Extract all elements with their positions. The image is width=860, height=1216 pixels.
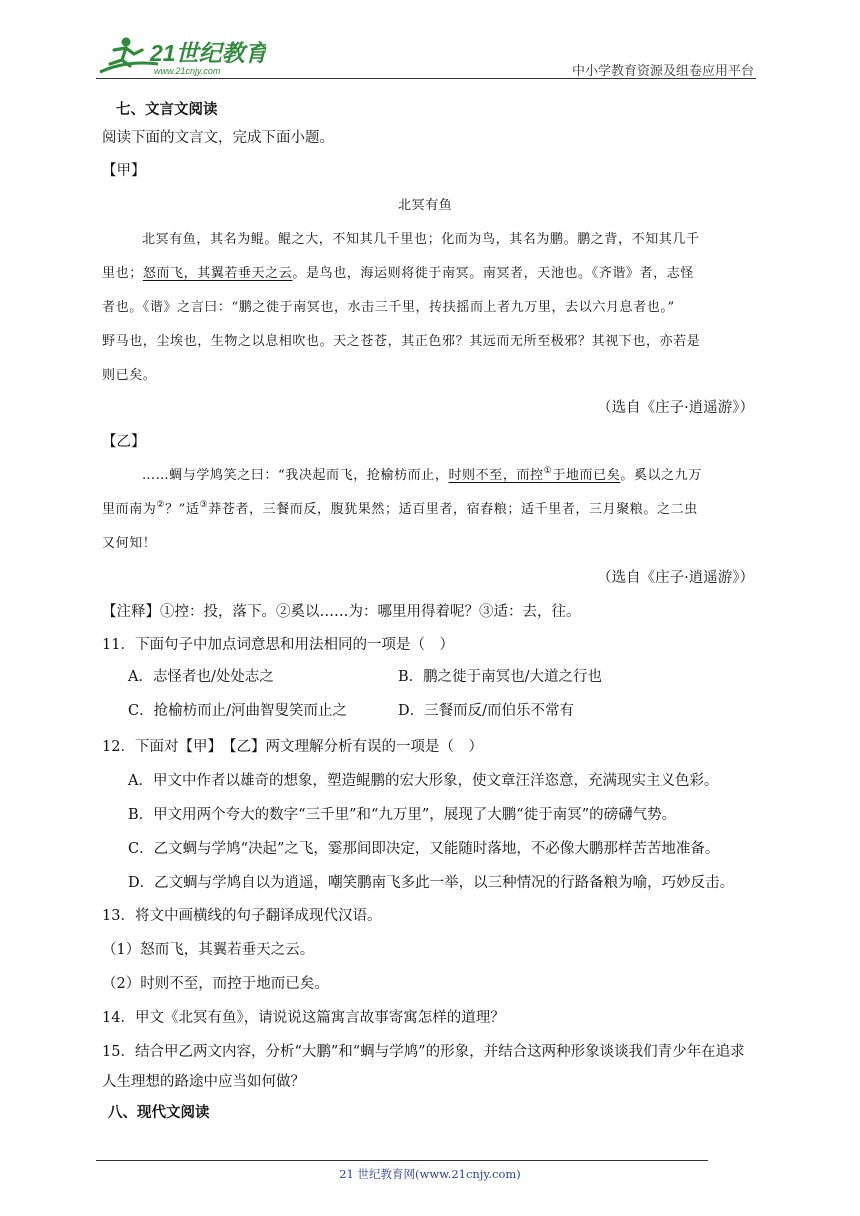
underlined-sentence: 时则不至，而控①于地而已矣 [448, 466, 621, 483]
q13-sentence-2: （2）时则不至，而控于地而已矣。 [102, 976, 329, 992]
yi-line: 又何知！ [102, 536, 157, 551]
annotations: 【注释】①控：投，落下。②奚以……为：哪里用得着呢？③适：去，往。 [102, 604, 581, 620]
passage-jia-title: 北冥有鱼 [398, 198, 453, 213]
question-13: 13．将文中画横线的句子翻译成现代汉语。 [102, 908, 382, 924]
logo-url: www.21cnjy.com [154, 66, 221, 76]
jia-line: 者也。《谐》之言曰：“鹏之徙于南冥也，水击三千里，抟扶摇而上者九万里，去以六月息者也。” [102, 300, 675, 315]
logo-graphic [96, 34, 266, 78]
header-divider [96, 78, 756, 79]
passage-jia-label: 【甲】 [102, 163, 146, 179]
q13-sentence-1: （1）怒而飞，其翼若垂天之云。 [102, 942, 315, 958]
jia-line: 野马也，尘埃也，生物之以息相吹也。天之苍苍，其正色邪？其远而无所至极邪？其视下也，亦若是 [102, 334, 701, 349]
footer-divider [96, 1160, 708, 1161]
yi-source: （选自《庄子·逍遥游》） [597, 570, 754, 586]
site-logo [96, 34, 266, 78]
section-title: 七、文言文阅读 [116, 101, 218, 118]
underlined-sentence: 怒而飞，其翼若垂天之云 [142, 266, 293, 281]
q11-option-d: D．三餐而反/而伯乐不常有 [398, 703, 575, 719]
question-12: 12．下面对【甲】 【乙】两文理解分析有误的一项是（ ） [102, 739, 483, 755]
yi-line: 里而南为②？”适③莽苍者，三餐而反，腹犹果然；适百里者，宿舂粮；适千里者，三月聚粮。之二虫 [102, 500, 698, 517]
jia-source: （选自《庄子·逍遥游》） [597, 400, 754, 416]
section-title: 八、现代文阅读 [108, 1104, 210, 1121]
q11-option-a: A．志怪者也/处处志之 [128, 669, 274, 685]
header-platform-text: 中小学教育资源及组卷应用平台 [571, 64, 754, 79]
q11-option-c: C．抢榆枋而止/河曲智叟笑而止之 [128, 703, 347, 719]
logo-text: 21世纪教育 [150, 40, 266, 66]
q12-option-d: D．乙文蜩与学鸠自以为逍遥，嘲笑鹏南飞多此一举，以三种情况的行路备粮为喻，巧妙反击。 [128, 875, 735, 891]
instruction: 阅读下面的文言文，完成下面小题。 [102, 130, 334, 146]
jia-line: 则已矣。 [102, 368, 157, 383]
question-11: 11．下面句子中加点词意思和用法相同的一项是（ ） [102, 637, 454, 653]
footer-link[interactable]: 21 世纪教育网(www.21cnjy.com) [339, 1167, 521, 1181]
passage-yi-label: 【乙】 [102, 434, 146, 450]
q12-option-c: C．乙文蜩与学鸠“决起”之飞，霎那间即决定，又能随时落地，不必像大鹏那样苦苦地准备。 [128, 841, 720, 857]
question-15: 15．结合甲乙两文内容，分析“大鹏”和“蜩与学鸠”的形象，并结合这两种形象谈谈我们青少年在追求 [102, 1044, 745, 1060]
question-15-cont: 人生理想的路途中应当如何做？ [102, 1074, 305, 1090]
jia-line: 里也；怒而飞，其翼若垂天之云。是鸟也，海运则将徙于南冥。南冥者，天池也。《齐谐》者，志怪 [102, 266, 694, 281]
q12-option-a: A．甲文中作者以雄奇的想象，塑造鲲鹏的宏大形象，使文章汪洋恣意，充满现实主义色彩。 [128, 773, 719, 789]
q12-option-b: B．甲文用两个夸大的数字“三千里”和“九万里”，展现了大鹏“徙于南冥”的磅礴气势。 [128, 807, 677, 823]
yi-line: ……蜩与学鸠笑之曰：“我决起而飞，抢榆枋而止，时则不至，而控①于地而已矣。奚以之九万 [142, 466, 702, 483]
q11-option-b: B．鹏之徙于南冥也/大道之行也 [398, 669, 603, 685]
jia-line: 北冥有鱼，其名为鲲。鲲之大，不知其几千里也；化而为鸟，其名为鹏。鹏之背，不知其几千 [142, 232, 700, 247]
question-14: 14．甲文《北冥有鱼》，请说说这篇寓言故事寄寓怎样的道理？ [102, 1010, 505, 1026]
